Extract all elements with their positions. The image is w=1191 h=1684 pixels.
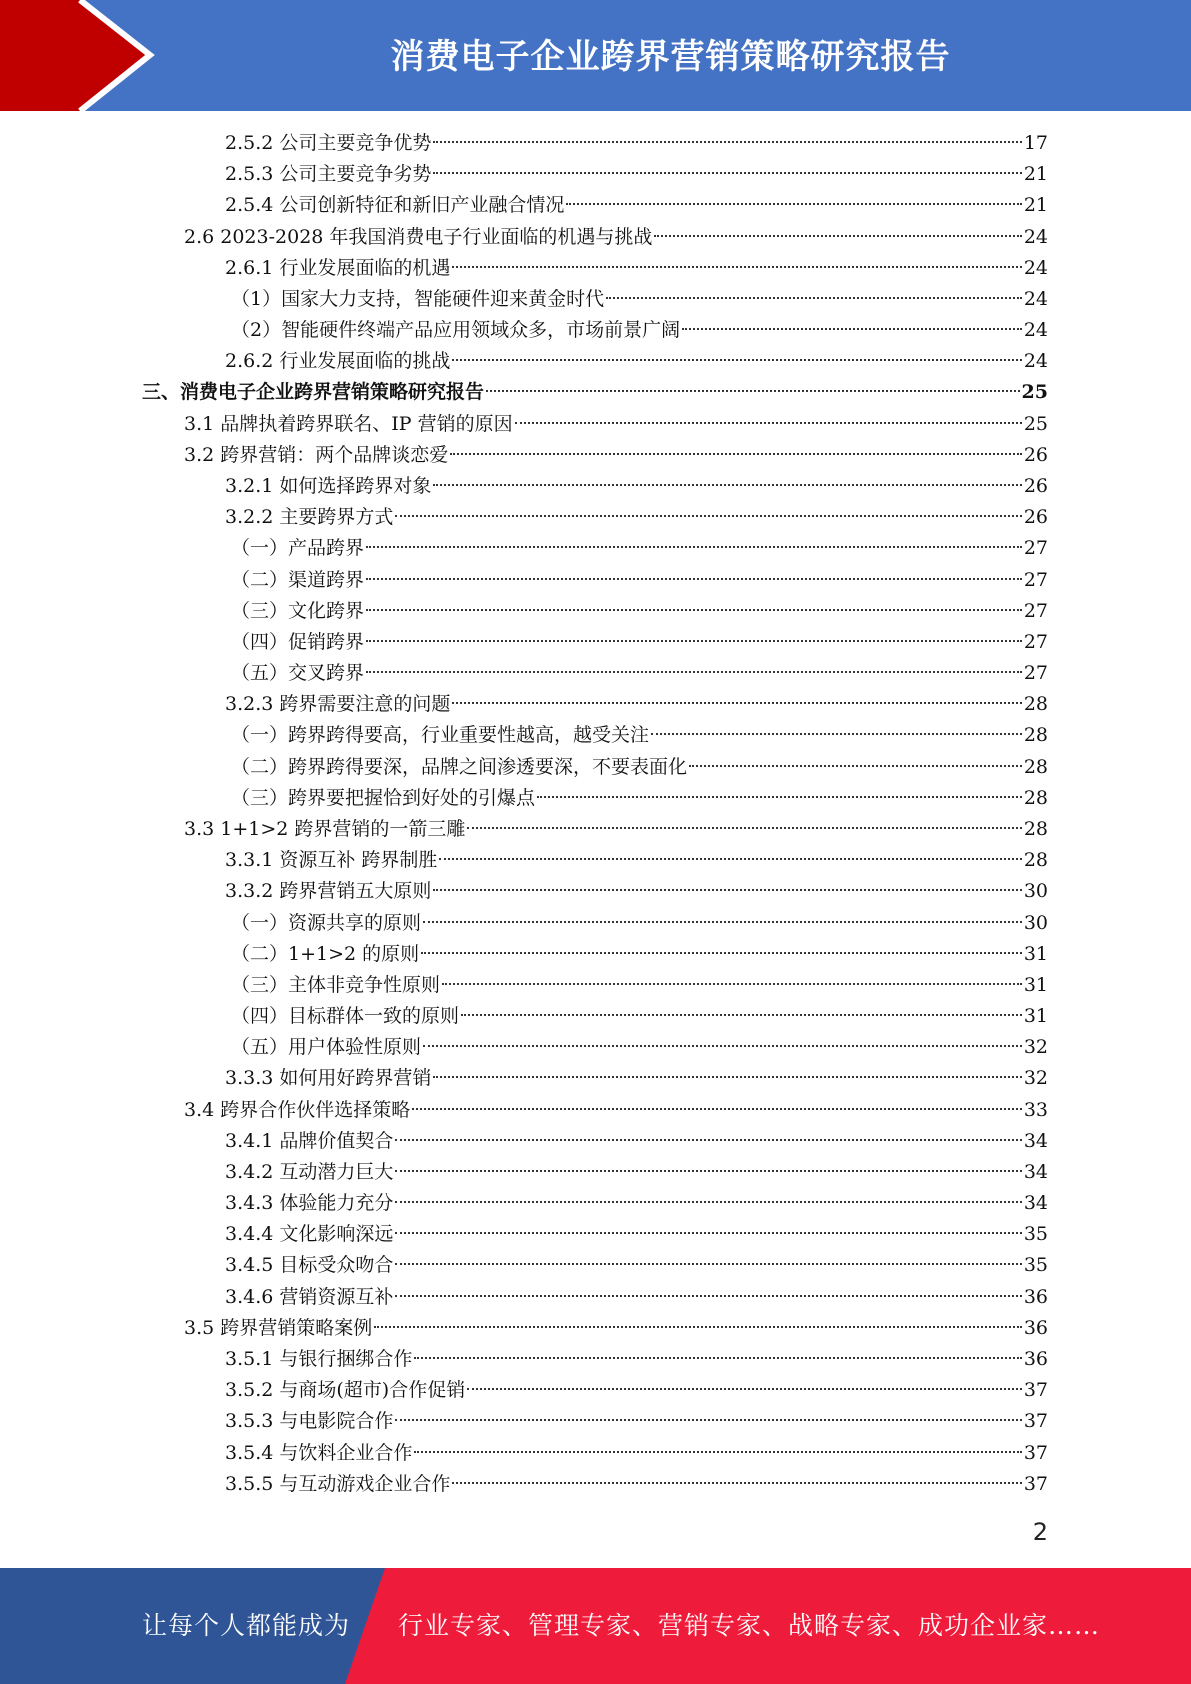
toc-entry-title: 3.5 跨界营销策略案例	[184, 1316, 373, 1339]
toc-entry-page: 28	[1023, 755, 1048, 778]
toc-entry-title: （一）产品跨界	[231, 537, 365, 560]
toc-entry[interactable]	[184, 814, 1048, 845]
toc-dot-leader	[433, 484, 1021, 486]
toc-entry-title: （一）跨界跨得要高，行业重要性越高，越受关注	[231, 724, 650, 747]
toc-entry-title: （二）跨界跨得要深，品牌之间渗透要深，不要表面化	[231, 755, 688, 778]
toc-dot-leader	[654, 235, 1021, 237]
toc-dot-leader	[421, 952, 1022, 954]
toc-entry[interactable]	[225, 1344, 1048, 1375]
toc-dot-leader	[366, 671, 1022, 673]
toc-entry-page: 28	[1023, 849, 1048, 872]
toc-entry[interactable]	[225, 1188, 1048, 1219]
toc-entry[interactable]	[225, 159, 1048, 190]
toc-entry-page: 33	[1023, 1098, 1048, 1121]
toc-entry-title: 3.5.5 与互动游戏企业合作	[225, 1472, 451, 1495]
toc-entry-title: 3.4 跨界合作伙伴选择策略	[184, 1098, 411, 1121]
toc-entry-page: 24	[1023, 256, 1048, 279]
toc-dot-leader	[395, 1295, 1021, 1297]
toc-dot-leader	[452, 266, 1021, 268]
toc-entry-title: 2.5.4 公司创新特征和新旧产业融合情况	[225, 194, 565, 217]
toc-entry-page: 37	[1023, 1379, 1048, 1402]
toc-entry[interactable]	[184, 222, 1048, 253]
toc-entry-page: 28	[1023, 724, 1048, 747]
toc-entry-title: 3.5.3 与电影院合作	[225, 1410, 394, 1433]
toc-dot-leader	[423, 921, 1022, 923]
toc-entry-page: 31	[1023, 973, 1048, 996]
toc-entry-title: （二）渠道跨界	[231, 568, 365, 591]
toc-dot-leader	[395, 1201, 1021, 1203]
toc-entry-page: 32	[1023, 1067, 1048, 1090]
toc-dot-leader	[412, 1108, 1022, 1110]
toc-entry-title: （1）国家大力支持，智能硬件迎来黄金时代	[231, 287, 605, 310]
toc-entry-title: 3.1 品牌执着跨界联名、IP 营销的原因	[184, 412, 513, 435]
toc-entry-title: 3.3.3 如何用好跨界营销	[225, 1067, 432, 1090]
toc-entry[interactable]	[225, 1219, 1048, 1250]
toc-entry[interactable]	[225, 1157, 1048, 1188]
toc-entry[interactable]	[231, 658, 1048, 689]
page-header	[0, 0, 1191, 111]
toc-dot-leader	[433, 1076, 1021, 1078]
toc-entry[interactable]	[225, 346, 1048, 377]
toc-dot-leader	[467, 1388, 1022, 1390]
toc-entry-page: 26	[1023, 506, 1048, 529]
page-footer	[0, 1568, 1191, 1684]
toc-dot-leader	[414, 1451, 1021, 1453]
toc-entry[interactable]	[231, 720, 1048, 751]
toc-entry-page: 27	[1023, 630, 1048, 653]
toc-entry-title: （四）目标群体一致的原则	[231, 1005, 460, 1028]
toc-entry[interactable]	[225, 845, 1048, 876]
toc-entry-page: 27	[1023, 568, 1048, 591]
toc-dot-leader	[682, 328, 1022, 330]
toc-entry[interactable]	[231, 1032, 1048, 1063]
toc-entry[interactable]	[231, 627, 1048, 658]
toc-entry-title: 3.4.2 互动潜力巨大	[225, 1160, 394, 1183]
toc-entry-page: 24	[1023, 287, 1048, 310]
toc-dot-leader	[566, 203, 1021, 205]
toc-dot-leader	[395, 515, 1021, 517]
toc-entry[interactable]	[225, 253, 1048, 284]
toc-dot-leader	[450, 453, 1022, 455]
toc-dot-leader	[467, 827, 1021, 829]
page-number: 2	[1032, 1518, 1048, 1546]
toc-dot-leader	[433, 172, 1021, 174]
toc-entry[interactable]	[231, 939, 1048, 970]
toc-entry-title: 3.2.3 跨界需要注意的问题	[225, 693, 451, 716]
toc-entry[interactable]	[225, 1469, 1048, 1500]
toc-entry-title: 3.3.1 资源互补 跨界制胜	[225, 849, 438, 872]
toc-entry[interactable]	[225, 1250, 1048, 1281]
toc-entry-page: 28	[1023, 693, 1048, 716]
toc-entry-title: （四）促销跨界	[231, 630, 365, 653]
toc-entry-page: 31	[1023, 942, 1048, 965]
toc-entry-title: 3.4.6 营销资源互补	[225, 1285, 394, 1308]
toc-entry[interactable]	[184, 1313, 1048, 1344]
toc-entry[interactable]	[225, 128, 1048, 159]
toc-entry[interactable]	[225, 1438, 1048, 1469]
toc-entry-title: （2）智能硬件终端产品应用领域众多，市场前景广阔	[231, 319, 681, 342]
toc-entry-page: 27	[1023, 662, 1048, 685]
toc-entry-title: （五）用户体验性原则	[231, 1036, 422, 1059]
toc-dot-leader	[374, 1326, 1022, 1328]
toc-entry[interactable]	[184, 1095, 1048, 1126]
toc-entry-page: 35	[1023, 1223, 1048, 1246]
toc-entry-page: 37	[1023, 1472, 1048, 1495]
toc-entry-title: 2.6.1 行业发展面临的机遇	[225, 256, 451, 279]
toc-entry[interactable]	[225, 190, 1048, 221]
toc-entry-title: 三、消费电子企业跨界营销策略研究报告	[142, 381, 485, 404]
toc-entry-page: 30	[1023, 880, 1048, 903]
toc-dot-leader	[395, 1263, 1021, 1265]
toc-entry-page: 26	[1023, 443, 1048, 466]
toc-entry-title: 3.5.2 与商场(超市)合作促销	[225, 1379, 466, 1402]
toc-entry-title: 3.4.1 品牌价值契合	[225, 1129, 394, 1152]
toc-entry[interactable]	[231, 1001, 1048, 1032]
footer-slogan-right: 行业专家、管理专家、营销专家、战略专家、成功企业家……	[398, 1611, 1101, 1640]
toc-entry-page: 25	[1021, 381, 1048, 404]
toc-dot-leader	[433, 141, 1021, 143]
toc-entry[interactable]	[225, 502, 1048, 533]
toc-dot-leader	[439, 858, 1021, 860]
toc-entry-page: 36	[1023, 1316, 1048, 1339]
toc-dot-leader	[395, 1419, 1021, 1421]
toc-entry[interactable]	[231, 908, 1048, 939]
toc-dot-leader	[395, 1170, 1021, 1172]
toc-dot-leader	[537, 796, 1022, 798]
toc-entry[interactable]	[231, 284, 1048, 315]
toc-dot-leader	[606, 297, 1022, 299]
toc-entry-page: 24	[1023, 225, 1048, 248]
toc-dot-leader	[689, 765, 1022, 767]
toc-entry[interactable]	[225, 1126, 1048, 1157]
toc-entry-title: （二）1+1>2 的原则	[231, 942, 420, 965]
toc-entry[interactable]	[231, 970, 1048, 1001]
footer-slogan-left: 让每个人都能成为	[142, 1611, 351, 1640]
toc-entry-page: 36	[1023, 1348, 1048, 1371]
toc-entry-title: 3.4.5 目标受众吻合	[225, 1254, 394, 1277]
toc-entry-page: 25	[1023, 412, 1048, 435]
toc-dot-leader	[395, 1232, 1021, 1234]
toc-entry-page: 27	[1023, 599, 1048, 622]
toc-dot-leader	[515, 422, 1022, 424]
toc-entry-page: 31	[1023, 1005, 1048, 1028]
toc-entry[interactable]	[231, 752, 1048, 783]
toc-entry-title: （五）交叉跨界	[231, 662, 365, 685]
toc-entry[interactable]	[225, 1406, 1048, 1437]
toc-dot-leader	[452, 1482, 1021, 1484]
toc-dot-leader	[461, 1014, 1022, 1016]
toc-entry[interactable]	[231, 533, 1048, 564]
toc-entry-page: 34	[1023, 1192, 1048, 1215]
toc-entry-title: 2.6.2 行业发展面临的挑战	[225, 350, 451, 373]
toc-entry-page: 30	[1023, 911, 1048, 934]
toc-entry-page: 34	[1023, 1129, 1048, 1152]
toc-entry-title: 3.4.4 文化影响深远	[225, 1223, 394, 1246]
toc-entry[interactable]	[231, 565, 1048, 596]
toc-entry-title: 2.6 2023-2028 年我国消费电子行业面临的机遇与挑战	[184, 225, 653, 248]
toc-dot-leader	[366, 640, 1022, 642]
toc-entry[interactable]	[231, 596, 1048, 627]
toc-entry-page: 35	[1023, 1254, 1048, 1277]
toc-dot-leader	[423, 1045, 1022, 1047]
toc-entry-title: 3.5.1 与银行捆绑合作	[225, 1348, 413, 1371]
toc-entry[interactable]	[225, 1282, 1048, 1313]
toc-entry[interactable]	[142, 377, 1048, 408]
toc-entry[interactable]	[225, 689, 1048, 720]
toc-entry-title: 3.3 1+1>2 跨界营销的一箭三雕	[184, 817, 466, 840]
toc-entry-title: （一）资源共享的原则	[231, 911, 422, 934]
toc-entry-title: 3.2 跨界营销：两个品牌谈恋爱	[184, 443, 449, 466]
toc-entry-title: （三）文化跨界	[231, 599, 365, 622]
toc-dot-leader	[414, 1357, 1021, 1359]
toc-entry[interactable]	[225, 1063, 1048, 1094]
toc-dot-leader	[433, 889, 1021, 891]
toc-entry-page: 37	[1023, 1441, 1048, 1464]
toc-entry[interactable]	[225, 876, 1048, 907]
toc-dot-leader	[452, 702, 1021, 704]
toc-entry-page: 32	[1023, 1036, 1048, 1059]
toc-entry[interactable]	[231, 783, 1048, 814]
toc-dot-leader	[366, 578, 1022, 580]
toc-dot-leader	[452, 359, 1021, 361]
toc-entry-page: 28	[1023, 817, 1048, 840]
toc-dot-leader	[486, 390, 1020, 392]
toc-entry-page: 17	[1023, 132, 1048, 154]
toc-entry-page: 27	[1023, 537, 1048, 560]
toc-entry-title: 3.2.1 如何选择跨界对象	[225, 474, 432, 497]
toc-entry-title: 2.5.3 公司主要竞争劣势	[225, 163, 432, 186]
document-title: 消费电子企业跨界营销策略研究报告	[390, 36, 951, 77]
toc-entry-title: 3.4.3 体验能力充分	[225, 1192, 394, 1215]
toc-entry[interactable]	[184, 409, 1048, 440]
toc-entry-page: 26	[1023, 474, 1048, 497]
toc-dot-leader	[442, 983, 1022, 985]
toc-dot-leader	[651, 733, 1022, 735]
toc-entry-page: 37	[1023, 1410, 1048, 1433]
toc-entry[interactable]	[225, 1375, 1048, 1406]
toc-entry-title: （三）跨界要把握恰到好处的引爆点	[231, 786, 536, 809]
toc-entry-page: 36	[1023, 1285, 1048, 1308]
toc-entry-page: 21	[1023, 163, 1048, 186]
toc-entry-page: 34	[1023, 1160, 1048, 1183]
toc-dot-leader	[366, 609, 1022, 611]
toc-entry-title: 2.5.2 公司主要竞争优势	[225, 132, 432, 154]
toc-entry[interactable]	[231, 315, 1048, 346]
toc-entry-page: 24	[1023, 350, 1048, 373]
toc-dot-leader	[366, 546, 1022, 548]
toc-entry-title: 3.3.2 跨界营销五大原则	[225, 880, 432, 903]
toc-entry[interactable]	[184, 440, 1048, 471]
toc-entry-title: 3.2.2 主要跨界方式	[225, 506, 394, 529]
toc-entry-page: 21	[1023, 194, 1048, 217]
toc-dot-leader	[395, 1139, 1021, 1141]
toc-entry[interactable]	[225, 471, 1048, 502]
toc-entry-title: （三）主体非竞争性原则	[231, 973, 441, 996]
toc-entry-page: 28	[1023, 786, 1048, 809]
toc-entry-title: 3.5.4 与饮料企业合作	[225, 1441, 413, 1464]
toc-entry-page: 24	[1023, 319, 1048, 342]
